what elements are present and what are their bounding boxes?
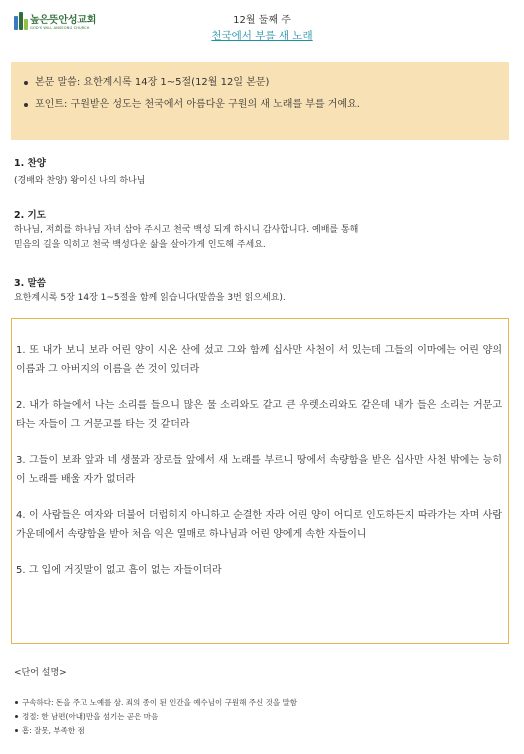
bullet-icon xyxy=(15,729,18,732)
glossary-title: <단어 설명> xyxy=(14,668,67,678)
page-header xyxy=(0,0,524,52)
logo-subtitle: GOD'S WILL ANSEONG CHURCH xyxy=(30,26,90,30)
summary-item xyxy=(23,98,499,112)
bullet-icon xyxy=(24,103,28,107)
section-body: (경배와 찬양) 왕이신 나의 하나님 xyxy=(14,176,146,186)
logo-name: 높은뜻안성교회 xyxy=(30,15,97,26)
summary-box xyxy=(11,62,509,140)
lesson-title-link[interactable]: 천국에서 부를 새 노래 xyxy=(211,30,313,42)
scripture-passage-box xyxy=(11,318,509,644)
bullet-icon xyxy=(15,715,18,718)
verse-paragraph: 3. 그들이 보좌 앞과 네 생물과 장로들 앞에서 새 노래를 부르니 땅에서 속량함을 받은 십사만 사천 밖에는 능히 이 노래를 배울 자가 없더라 xyxy=(16,455,502,485)
verse-paragraph: 2. 내가 하늘에서 나는 소리를 들으니 많은 물 소리와도 같고 큰 우렛소리와도 같은데 내가 들은 소리는 거문고 타는 자들이 그 거문고를 타는 것 같더라 xyxy=(16,400,502,430)
glossary-item xyxy=(14,710,514,724)
bullet-icon xyxy=(24,81,28,85)
section-body: 요한계시록 5장 14장 1~5절을 함께 읽습니다(말씀을 3번 읽으세요). xyxy=(14,293,286,303)
section-word xyxy=(14,277,510,306)
week-date: 12월 둘째 주 xyxy=(233,15,291,26)
glossary-item xyxy=(14,696,514,710)
section-title: 3. 말씀 xyxy=(14,278,46,289)
summary-text: 포인트: 구원받은 성도는 천국에서 아름다운 구원의 새 노래를 부를 거예요. xyxy=(35,99,360,110)
section-body-line: 믿음의 길을 익히고 천국 백성다운 삶을 살아가게 인도해 주세요. xyxy=(14,240,266,250)
section-prayer xyxy=(14,209,510,253)
glossary-text: 흠: 잘못, 부족한 점 xyxy=(22,726,85,735)
section-title: 2. 기도 xyxy=(14,210,46,221)
bullet-icon xyxy=(15,701,18,704)
section-body-line: 하나님, 저희를 하나님 자녀 삼아 주시고 천국 백성 되게 하시니 감사합니다. 예배를 통해 xyxy=(14,225,359,235)
verse-paragraph: 5. 그 입에 거짓말이 없고 흠이 없는 자들이더라 xyxy=(16,565,222,576)
verse-paragraph: 1. 또 내가 보니 보라 어린 양이 시온 산에 섰고 그와 함께 십사만 사천이 서 있는데 그들의 이마에는 어린 양의 이름과 그 아버지의 이름을 쓴 것이 있더라 xyxy=(16,345,502,375)
glossary-list xyxy=(14,696,514,738)
summary-item xyxy=(23,76,499,90)
verse-paragraph: 4. 이 사람들은 여자와 더불어 더럽히지 아니하고 순결한 자라 어린 양이 어디로 인도하든지 따라가는 자며 사람 가운데에서 속량함을 받아 처음 익은 열매로 하나님과 어린 양에게 속한 자들이니 xyxy=(16,510,502,540)
section-title: 1. 찬양 xyxy=(14,158,46,169)
section-praise xyxy=(14,157,510,189)
glossary-text: 구속하다: 돈을 주고 노예를 삼. 죄의 종이 된 인간을 예수님이 구원해 주신 것을 말함 xyxy=(22,698,297,707)
summary-text: 본문 말씀: 요한계시록 14장 1~5절(12월 12일 본문) xyxy=(35,77,270,88)
glossary-text: 정절: 한 남편(아내)만을 섬기는 곧은 마음 xyxy=(22,712,159,721)
glossary-item xyxy=(14,724,514,738)
